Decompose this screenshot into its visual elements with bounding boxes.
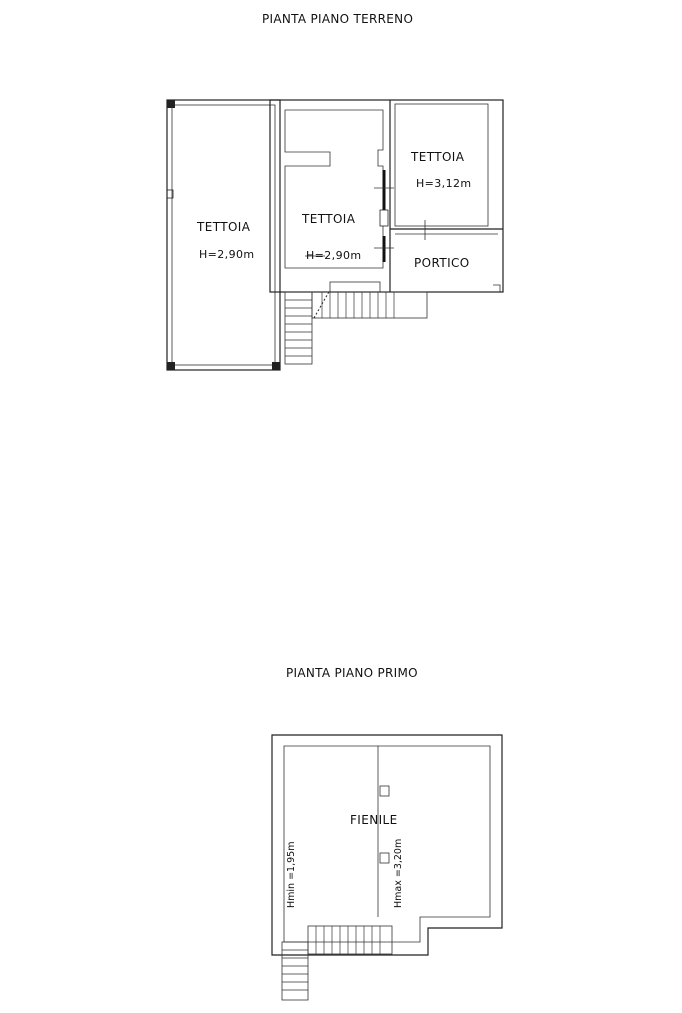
first-floor-stair-treads	[316, 926, 380, 954]
first-floor-side-stair	[282, 942, 308, 1000]
column	[380, 786, 389, 796]
left-canopy-height: H=2,90m	[199, 248, 255, 261]
ground-stair-treads	[322, 292, 394, 318]
left-canopy-name: TETTOIA	[197, 220, 251, 234]
middle-canopy-height: H=2,90m	[306, 249, 362, 262]
column	[380, 853, 389, 863]
pillar	[167, 100, 175, 108]
side-stair	[285, 292, 312, 364]
ground-floor-title: PIANTA PIANO TERRENO	[262, 12, 414, 26]
hayloft-name: FIENILE	[350, 813, 398, 827]
side-stair-treads	[285, 300, 312, 356]
pillar	[272, 362, 280, 370]
max-height-label: Hmax =3,20m	[393, 838, 404, 908]
landing	[312, 292, 427, 318]
corner-mark	[493, 285, 500, 292]
first-floor-title: PIANTA PIANO PRIMO	[286, 666, 418, 680]
column	[380, 210, 388, 226]
first-floor-side-stair-treads	[282, 950, 308, 990]
first-floor-outline	[272, 735, 502, 955]
left-canopy-inner	[172, 105, 275, 365]
first-floor-stair	[308, 926, 392, 954]
middle-room-inner	[285, 110, 383, 268]
middle-canopy-name: TETTOIA	[302, 212, 356, 226]
front-step	[330, 282, 380, 292]
pillar	[167, 362, 175, 370]
ground-floor-plan	[167, 100, 503, 370]
first-floor-inner	[284, 746, 490, 942]
right-room-inner	[395, 104, 488, 226]
min-height-label: Hmin =1,95m	[286, 841, 297, 908]
first-floor-plan	[272, 735, 502, 1000]
right-canopy-name: TETTOIA	[411, 150, 465, 164]
right-canopy-height: H=3,12m	[416, 177, 472, 190]
portico-name: PORTICO	[414, 256, 470, 270]
left-canopy-outline	[167, 100, 280, 370]
